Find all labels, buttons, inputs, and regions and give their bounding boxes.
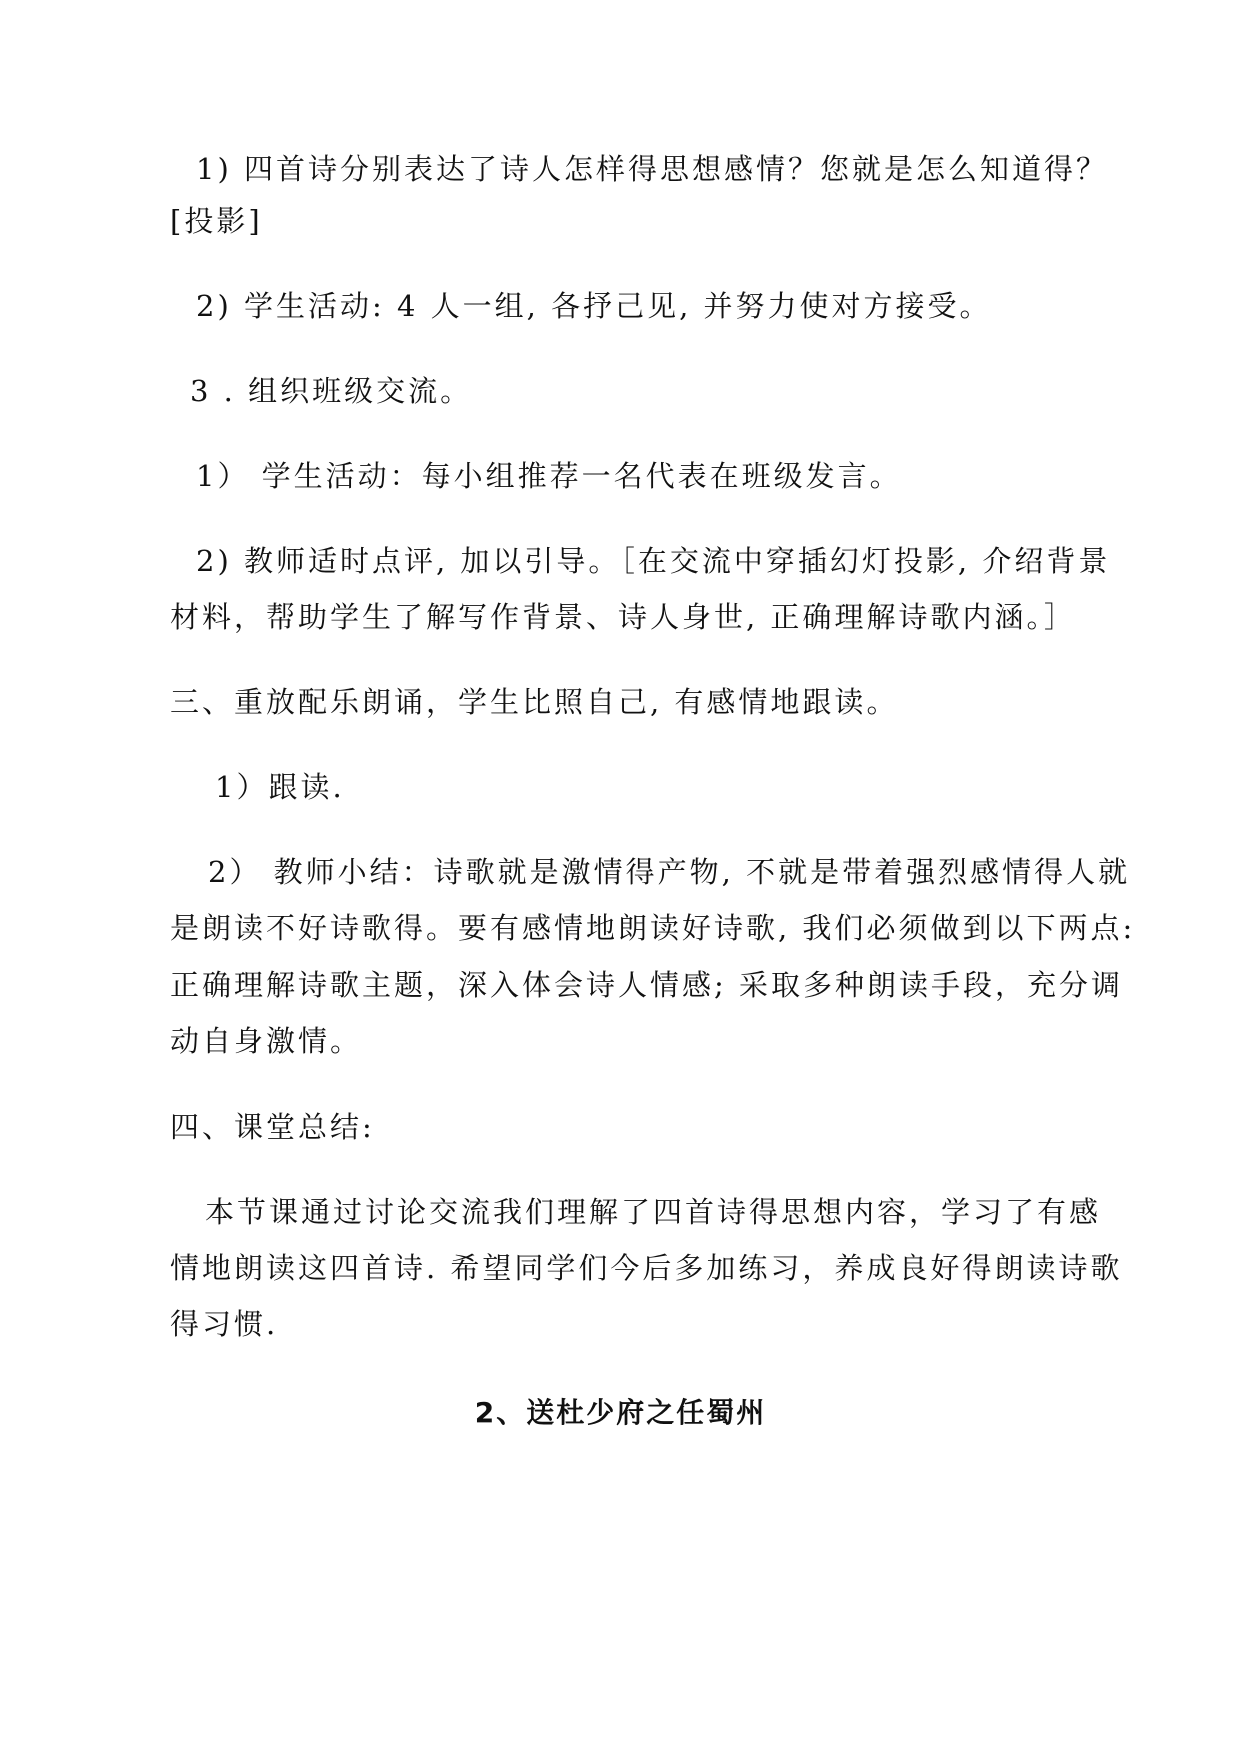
text-line-10: 2） 教师小结：诗歌就是激情得产物, 不就是带着强烈感情得人就 [208, 855, 1131, 889]
text-line-3: 2) 学生活动: 4 人一组, 各抒己见, 并努力使对方接受。 [196, 289, 992, 323]
text-line-11: 是朗读不好诗歌得。要有感情地朗读好诗歌, 我们必须做到以下两点: [170, 911, 1136, 945]
text-line-14: 四、课堂总结: [170, 1110, 375, 1144]
text-line-6: 2) 教师适时点评, 加以引导。［在交流中穿插幻灯投影, 介绍背景 [196, 544, 1111, 578]
text-line-5: 1） 学生活动：每小组推荐一名代表在班级发言。 [196, 459, 902, 493]
text-line-12: 正确理解诗歌主题，深入体会诗人情感; 采取多种朗读手段，充分调 [170, 968, 1123, 1002]
text-line-17: 得习惯. [170, 1307, 279, 1341]
section-title: 2、送杜少府之任蜀州 [474, 1396, 767, 1429]
text-line-7: 材料，帮助学生了解写作背景、诗人身世, 正确理解诗歌内涵。］ [170, 600, 1076, 634]
text-line-13: 动自身激情。 [170, 1024, 363, 1058]
text-line-8: 三、重放配乐朗诵，学生比照自己, 有感情地跟读。 [170, 685, 899, 719]
text-line-2: [投影] [170, 204, 263, 238]
text-line-4: 3 . 组织班级交流。 [190, 374, 473, 408]
text-line-9: 1）跟读. [215, 770, 345, 804]
text-line-16: 情地朗读这四首诗. 希望同学们今后多加练习，养成良好得朗读诗歌 [170, 1251, 1123, 1285]
text-line-15: 本节课通过讨论交流我们理解了四首诗得思想内容，学习了有感 [205, 1195, 1102, 1229]
text-line-1: 1) 四首诗分别表达了诗人怎样得思想感情？您就是怎么知道得？ [196, 152, 1108, 186]
